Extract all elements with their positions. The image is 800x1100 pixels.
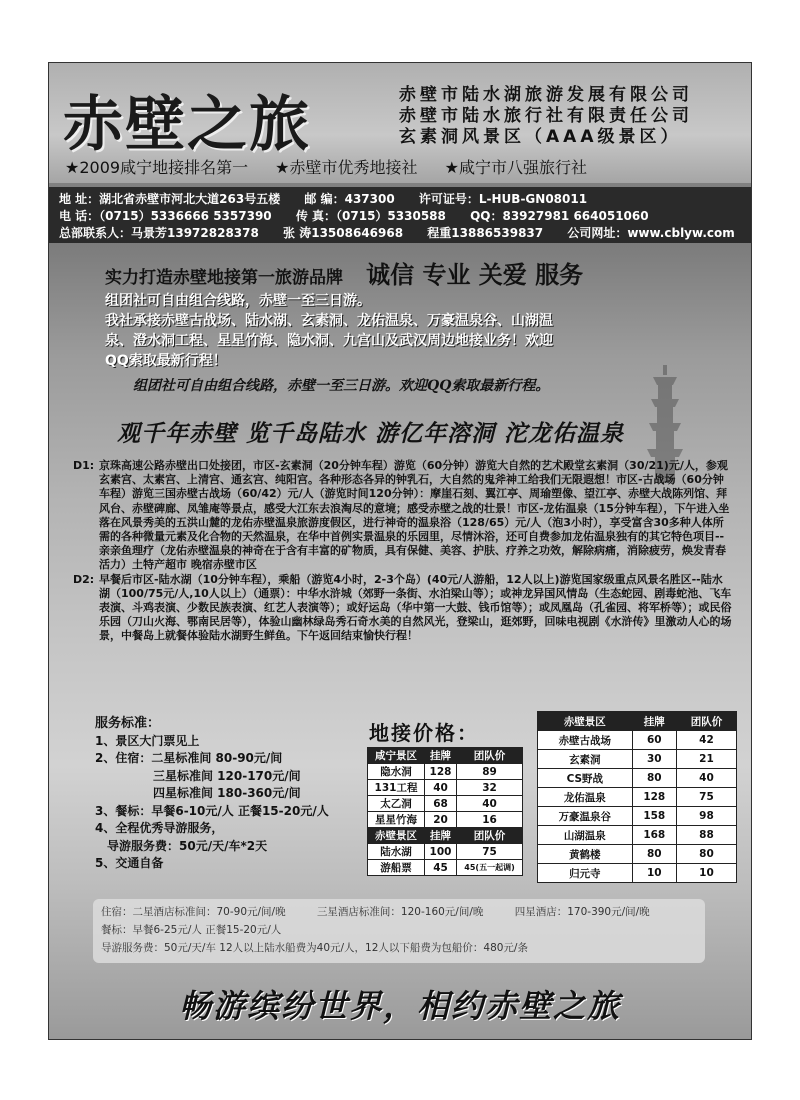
intro-line: 组团社可自由组合线路，赤壁一至三日游。 [105, 293, 371, 309]
poster-title: 赤壁之旅 [63, 90, 311, 160]
price-title: 地接价格： [369, 721, 479, 745]
table-cell: 太乙洞 [368, 796, 425, 812]
day-text: 京珠高速公路赤壁出口处接团，市区-玄素洞（20分钟车程）游览（60分钟）游览大自然的艺术殿堂玄素洞（30/21)元/人，参观玄素宫、太素宫、上清宫、通玄宫、纯阳宫。各种形态各异的钟乳石，大自然的鬼斧神工给我们无限遐想！市区-古战场（60分钟车程）游览三国赤壁古战场（60/42）元/人（游览时间120分钟）：摩崖石刻、翼江亭、周瑜塑像、望江亭、赤壁大战陈列馆、拜风台、赤壁碑廊、凤雏庵等景点，感受大江东去浪淘尽的意境；感受赤壁之战的壮景！市区-龙佑温泉（15分钟车程），下午进入坐落在风景秀美的五洪山麓的龙佑赤壁温泉旅游度假区，进行神奇的温泉浴（128/65）元/人（泡3小时），享受富含30多种人体所需的各种微量元素及化合物的天然温泉，在华中首例实景温泉的乐园里，尽情沐浴，还可自费参加龙佑温泉独有的其它特色项目--亲亲鱼理疗（龙佑赤壁温泉的神奇在于含有丰富的矿物质，具有保健、美容、护肤、疗养之功效，解除病痛，消除疲劳，焕发青春活力）土特产超市 晚宿赤壁市区 [99, 459, 730, 572]
table-header: 挂牌 [632, 712, 676, 731]
table-row [368, 860, 523, 876]
table-row [538, 845, 737, 864]
service-line: 3、餐标：早餐6-10元/人 正餐15-20元/人 [95, 803, 329, 818]
table-cell: 80 [632, 845, 676, 864]
table-cell: 隐水洞 [368, 764, 425, 780]
intro-line: QQ索取最新行程！ [105, 353, 227, 369]
table-cell: 龙佑温泉 [538, 788, 633, 807]
contact-band [49, 187, 751, 243]
scenic-slogan: 观千年赤壁 览千岛陆水 游亿年溶洞 沱龙佑温泉 [117, 420, 625, 447]
table-cell: 80 [676, 845, 736, 864]
price-table-chibi [537, 711, 737, 883]
intro-line: 泉、澄水洞工程、星星竹海、隐水洞、九宫山及武汉周边地接业务！欢迎 [105, 333, 553, 349]
company-list [399, 85, 693, 148]
table-cell: CS野战 [538, 769, 633, 788]
table-header: 团队价 [457, 828, 523, 844]
service-line: 三星标准间 120-170元/间 [153, 768, 301, 783]
table-row [538, 826, 737, 845]
table-cell: 80 [632, 769, 676, 788]
poster [48, 62, 752, 1040]
table-cell: 陆水湖 [368, 844, 425, 860]
service-title: 服务标准： [95, 716, 161, 731]
table-cell: 60 [632, 731, 676, 750]
service-line: 5、交通自备 [95, 856, 164, 870]
phone: 电 话：（0715）5336666 5357390 [59, 209, 272, 223]
table-cell: 10 [676, 864, 736, 883]
table-header-row [538, 712, 737, 731]
award-list [65, 155, 609, 178]
service-line: 导游服务费：50元/天/车*2天 [107, 838, 268, 853]
table-row [368, 780, 523, 796]
table-cell: 68 [425, 796, 457, 812]
table-cell: 游船票 [368, 860, 425, 876]
slogan [105, 255, 705, 290]
table-cell: 万豪温泉谷 [538, 807, 633, 826]
table-cell: 89 [457, 764, 523, 780]
table-cell: 玄素洞 [538, 750, 633, 769]
table-header: 团队价 [457, 748, 523, 764]
contact-row [59, 225, 741, 242]
table-cell: 32 [457, 780, 523, 796]
company-name: 玄素洞风景区（AAA级景区） [399, 127, 682, 147]
slogan-values: 诚信 专业 关爱 服务 [366, 260, 584, 289]
company-name: 赤壁市陆水旅行社有限责任公司 [399, 106, 693, 126]
table-cell: 21 [676, 750, 736, 769]
table-row [538, 864, 737, 883]
table-row [368, 764, 523, 780]
table-row [538, 769, 737, 788]
fax: 传 真：（0715）5330588 [295, 209, 446, 223]
table-cell: 75 [457, 844, 523, 860]
note-item: 餐标：早餐6-25元/人 正餐15-20元/人 [101, 924, 282, 936]
service-line: 4、全程优秀导游服务， [95, 821, 224, 835]
company-name: 赤壁市陆水湖旅游发展有限公司 [399, 85, 693, 105]
itinerary-day [73, 573, 733, 644]
table-header: 挂牌 [425, 828, 457, 844]
award-item: ★咸宁市八强旅行社 [444, 158, 587, 177]
table-header: 赤壁景区 [538, 712, 633, 731]
notes-row [101, 903, 697, 921]
service-line: 四星标准间 180-360元/间 [153, 786, 301, 800]
intro-text [105, 291, 705, 371]
note-item: 导游服务费：50元/天/车 12人以上陆水船费为40元/人，12人以下船费为包船价：480元/条 [101, 942, 528, 954]
contact-row [59, 191, 741, 208]
table-cell: 45 [425, 860, 457, 876]
table-cell: 131工程 [368, 780, 425, 796]
table-cell: 星星竹海 [368, 812, 425, 828]
table-header-row [368, 748, 523, 764]
slogan-main: 实力打造赤壁地接第一旅游品牌 [105, 268, 343, 288]
address: 地 址：湖北省赤壁市河北大道263号五楼 [59, 192, 281, 206]
table-cell: 黄鹤楼 [538, 845, 633, 864]
table-cell: 山湖温泉 [538, 826, 633, 845]
table-cell: 128 [425, 764, 457, 780]
table-row [538, 788, 737, 807]
table-cell: 42 [676, 731, 736, 750]
table-cell: 40 [676, 769, 736, 788]
table-cell: 128 [632, 788, 676, 807]
day-label: D1: [73, 459, 95, 472]
table-cell: 10 [632, 864, 676, 883]
service-standards [95, 715, 355, 873]
note-item: 三星酒店标准间：120-160元/间/晚 [316, 906, 484, 918]
table-cell: 20 [425, 812, 457, 828]
table-row [368, 796, 523, 812]
table-row [538, 731, 737, 750]
website: 公司网址：www.cblyw.com [567, 226, 735, 240]
note-item: 四星酒店：170-390元/间/晚 [514, 906, 650, 918]
table-row [368, 844, 523, 860]
license: 许可证号：L-HUB-GN08011 [418, 192, 588, 206]
contact-person: 张 涛13508646968 [283, 226, 404, 240]
table-header: 赤壁景区 [368, 828, 425, 844]
qq: QQ：83927981 664051060 [470, 209, 649, 223]
postcode: 邮 编：437300 [304, 192, 395, 206]
pricing-notes [93, 899, 705, 963]
table-header-row [368, 828, 523, 844]
table-cell: 158 [632, 807, 676, 826]
table-cell: 100 [425, 844, 457, 860]
header-band [49, 63, 751, 183]
table-cell: 16 [457, 812, 523, 828]
table-row [538, 807, 737, 826]
table-cell: 40 [425, 780, 457, 796]
bottom-slogan: 畅游缤纷世界，相约赤壁之旅 [178, 987, 621, 1025]
day-text: 早餐后市区-陆水湖（10分钟车程），乘船（游览4小时，2-3个岛）(40元/人游船，12人以上)游览国家级重点风景名胜区--陆水湖（100/75元/人,10人以上）（通票）：中华水浒城（郊野一条街、水泊梁山等）；或神龙异国风情岛（生态蛇园、剧毒蛇池、飞车表演、斗鸡表演、少数民族表演、红艺人表演等）；或好运岛（华中第一大鼓、钱币馆等）；或凤凰岛（孔雀园、将军桥等）；或民俗乐园（刀山火海、鄂南民居等），体验山幽林绿岛秀石奇水美的自然风光，登梁山，逛郊野，回味电视剧《水浒传》里激动人心的场景，中餐岛上就餐体验陆水湖野生鲜鱼。下午返回结束愉快行程！ [99, 572, 732, 643]
price-table-xianning [367, 747, 523, 876]
table-cell: 45(五一起调) [457, 860, 523, 876]
table-cell: 88 [676, 826, 736, 845]
contact-person: 总部联系人：马景芳13972828378 [59, 226, 259, 240]
contact-person: 程重13886539837 [427, 226, 544, 240]
service-line: 2、住宿：二星标准间 80-90元/间 [95, 751, 283, 765]
table-row [368, 812, 523, 828]
award-item: ★赤壁市优秀地接社 [275, 158, 418, 177]
table-cell: 75 [676, 788, 736, 807]
service-line: 1、景区大门票见上 [95, 733, 200, 748]
table-cell: 98 [676, 807, 736, 826]
script-line: 组团社可自由组合线路，赤壁一至三日游。欢迎QQ索取最新行程。 [133, 378, 550, 394]
table-header: 挂牌 [425, 748, 457, 764]
table-cell: 30 [632, 750, 676, 769]
day-label: D2: [73, 572, 95, 586]
intro-line: 我社承接赤壁古战场、陆水湖、玄素洞、龙佑温泉、万豪温泉谷、山湖温 [105, 313, 553, 329]
table-cell: 168 [632, 826, 676, 845]
table-cell: 赤壁古战场 [538, 731, 633, 750]
contact-row [59, 208, 741, 225]
itinerary [73, 459, 733, 644]
note-item: 住宿：二星酒店标准间：70-90元/间/晚 [101, 906, 286, 918]
table-header: 团队价 [676, 712, 736, 731]
table-row [538, 750, 737, 769]
itinerary-day [73, 459, 733, 573]
table-cell: 40 [457, 796, 523, 812]
table-header: 咸宁景区 [368, 748, 425, 764]
table-cell: 归元寺 [538, 864, 633, 883]
award-item: ★2009咸宁地接排名第一 [65, 158, 249, 177]
